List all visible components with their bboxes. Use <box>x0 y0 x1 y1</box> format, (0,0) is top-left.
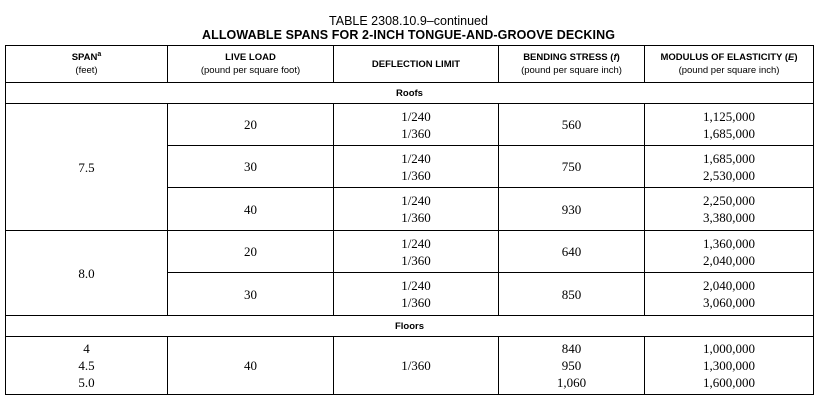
header-live-load <box>168 46 334 83</box>
deflection-value: 1/240 <box>401 150 431 166</box>
modulus-value: 1,300,000 <box>703 358 755 373</box>
decking-spans-table <box>5 45 814 395</box>
modulus-cell <box>645 231 814 273</box>
span-value: 4 <box>83 341 90 356</box>
header-live-load-label: LIVE LOAD <box>225 52 276 63</box>
modulus-value: 2,040,000 <box>703 252 755 268</box>
deflection-value: 1/240 <box>401 278 431 293</box>
deflection-cell <box>334 273 499 316</box>
span-value: 4.5 <box>78 358 95 373</box>
section-row-roofs <box>6 83 814 104</box>
bending-value: 1,060 <box>556 375 587 390</box>
modulus-value: 3,380,000 <box>703 210 755 225</box>
bending-cell: 850 <box>499 273 645 316</box>
header-row <box>6 46 814 83</box>
modulus-value: 1,685,000 <box>703 150 755 166</box>
modulus-cell <box>645 337 814 395</box>
modulus-value: 2,040,000 <box>703 278 755 293</box>
modulus-cell <box>645 188 814 231</box>
modulus-value: 1,600,000 <box>703 375 755 390</box>
deflection-value: 1/240 <box>401 193 431 208</box>
modulus-value: 1,125,000 <box>703 108 755 124</box>
deflection-value: 1/240 <box>401 108 431 124</box>
bending-cell: 640 <box>499 231 645 273</box>
bending-cell: 930 <box>499 188 645 231</box>
span-cell: 7.5 <box>6 104 168 231</box>
header-modulus <box>645 46 814 83</box>
table-row <box>6 231 814 273</box>
live-load-cell: 30 <box>168 273 334 316</box>
header-span-footnote: a <box>97 50 102 58</box>
modulus-cell <box>645 146 814 188</box>
deflection-value: 1/360 <box>401 125 431 141</box>
section-label-floors: Floors <box>6 316 814 337</box>
header-bending-stress <box>499 46 645 83</box>
modulus-cell <box>645 104 814 146</box>
modulus-value: 1,000,000 <box>703 341 755 356</box>
live-load-cell: 20 <box>168 231 334 273</box>
header-modulus-unit: (pound per square inch) <box>678 65 780 76</box>
header-bending-label: BENDING STRESS (f) <box>523 52 620 63</box>
bending-cell: 560 <box>499 104 645 146</box>
deflection-cell <box>334 231 499 273</box>
header-deflection-label: DEFLECTION LIMIT <box>371 58 461 70</box>
deflection-value: 1/360 <box>401 167 431 183</box>
modulus-cell <box>645 273 814 316</box>
modulus-value: 3,060,000 <box>703 295 755 310</box>
span-cell <box>6 337 168 395</box>
header-deflection-limit <box>334 46 499 83</box>
section-label-roofs: Roofs <box>6 83 814 104</box>
modulus-value: 1,360,000 <box>703 235 755 251</box>
header-span-unit: (feet) <box>75 65 98 76</box>
deflection-value: 1/360 <box>401 252 431 268</box>
live-load-cell: 40 <box>168 337 334 395</box>
header-span-label: SPAN <box>71 52 98 63</box>
deflection-value: 1/240 <box>401 235 431 251</box>
deflection-cell <box>334 146 499 188</box>
header-live-load-unit: (pound per square foot) <box>200 65 301 76</box>
bending-cell <box>499 337 645 395</box>
live-load-cell: 30 <box>168 146 334 188</box>
deflection-value: 1/360 <box>401 295 431 310</box>
bending-cell: 750 <box>499 146 645 188</box>
modulus-value: 2,530,000 <box>703 167 755 183</box>
table-row <box>6 104 814 146</box>
deflection-cell <box>334 188 499 231</box>
header-bending-unit: (pound per square inch) <box>521 65 622 76</box>
modulus-value: 1,685,000 <box>703 125 755 141</box>
table-title: ALLOWABLE SPANS FOR 2-INCH TONGUE-AND-GROOVE DECKING <box>201 28 616 42</box>
bending-value: 840 <box>561 341 582 356</box>
live-load-cell: 40 <box>168 188 334 231</box>
deflection-value: 1/360 <box>401 210 431 225</box>
deflection-cell: 1/360 <box>334 337 499 395</box>
section-row-floors <box>6 316 814 337</box>
table-row <box>6 337 814 395</box>
live-load-cell: 20 <box>168 104 334 146</box>
modulus-value: 2,250,000 <box>703 193 755 208</box>
header-span <box>6 46 168 83</box>
span-cell: 8.0 <box>6 231 168 316</box>
table-number: TABLE 2308.10.9–continued <box>329 14 488 28</box>
header-modulus-label: MODULUS OF ELASTICITY (E) <box>660 52 798 63</box>
deflection-cell <box>334 104 499 146</box>
bending-value: 950 <box>561 358 582 373</box>
span-value: 5.0 <box>78 375 95 390</box>
